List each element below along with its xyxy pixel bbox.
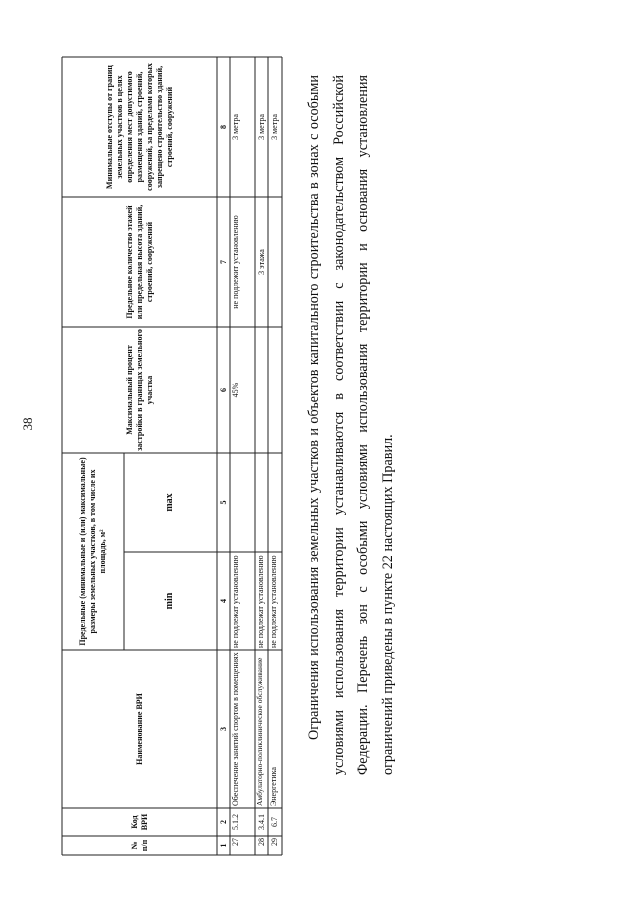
table-row-no: 28 (256, 838, 266, 846)
col-number: 4 (218, 599, 228, 603)
table-row-code: 5.1.2 (231, 814, 240, 830)
header-coverage: Максимальный процент застройки в границах земельного участка (124, 329, 154, 451)
table-row-floors: не подлежит установлению (231, 215, 240, 309)
col-number: 2 (218, 820, 228, 824)
table-row-setback: 3 метра (256, 114, 266, 140)
table-row-setback: 3 метра (231, 114, 240, 140)
header-min: min (164, 592, 176, 610)
col-number: 8 (218, 125, 228, 129)
table-row-name: Энергетика (269, 767, 278, 806)
restrictions-paragraph: Ограничения использования земельных участков и объектов капитального строительства в зонах с особыми условиями использования территории устанавливаются в соответствии с законодательством Российской Федерации. Перечень зон с особыми условиями использования территории и основания установления ограничений приведены в пункте 22 настоящих Правил. (306, 75, 396, 775)
table-row-size: не подлежат установлению (256, 555, 265, 648)
header-size-group: Предельные (минимальные и (или) максимальные) размеры земельных участков, в том числе их площадь, м² (78, 457, 107, 646)
table-row-size: не подлежат установлению (231, 555, 240, 648)
table-row-name: Обеспечение занятий спортом в помещениях (231, 652, 240, 806)
table-row-no: 27 (231, 838, 240, 846)
header-setback: Минимальные отступы от границ земельных участков в целях определения мест допустимого размещения зданий, строений, сооружений, за пределами которых запрещено строительство зданий, строений, сооружений (104, 63, 174, 191)
table-row-code: 6.7 (270, 817, 279, 827)
table-row-setback: 3 метра (270, 114, 279, 140)
table-row-code: 3.4.1 (256, 814, 266, 830)
page-number: 38 (20, 417, 35, 431)
col-number: 3 (218, 727, 228, 731)
table-row-no: 29 (270, 838, 279, 846)
table-row-name: Амбулаторно-поликлиническое обслуживание (255, 657, 264, 806)
header-floors: Предельное количество этажей или предельная высота зданий, строений, сооружений (124, 204, 154, 320)
col-number: 5 (218, 500, 228, 505)
header-code: Код ВРИ (129, 813, 149, 831)
header-name: Наименование ВРИ (134, 693, 144, 765)
header-max: max (164, 493, 176, 512)
header-no: № п/п (129, 839, 149, 852)
col-number: 7 (218, 260, 228, 264)
table-row-floors: 3 этажа (256, 249, 266, 275)
table-row-size: не подлежат установлению (269, 555, 278, 648)
col-number: 1 (218, 843, 228, 848)
col-number: 6 (218, 388, 228, 392)
table-row-coverage: 45% (231, 382, 240, 398)
